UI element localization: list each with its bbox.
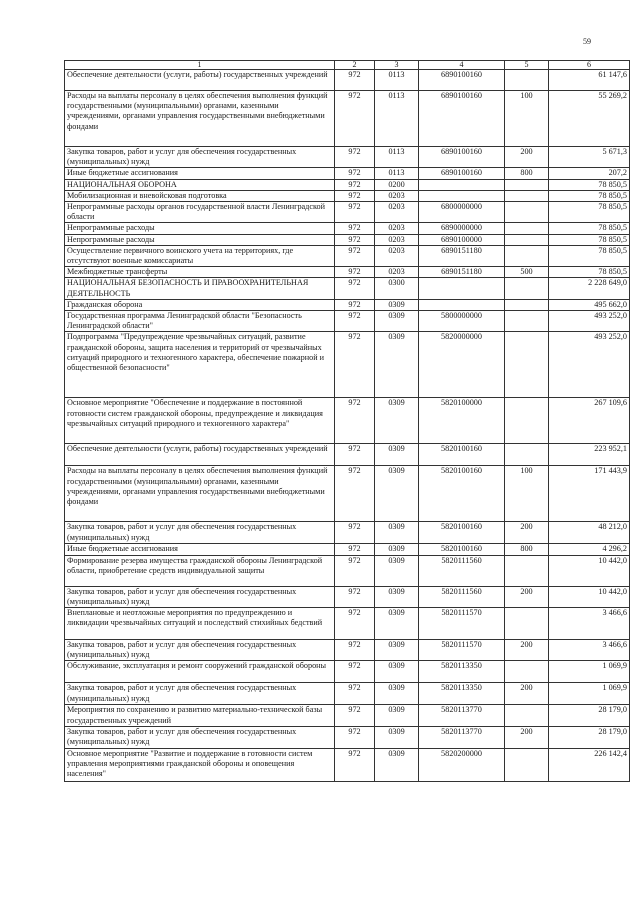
cell-vr: 500 (505, 267, 549, 278)
cell-vr: 800 (505, 544, 549, 555)
table-row (65, 608, 630, 640)
cell-amount: 78 850,5 (549, 179, 630, 190)
cell-vr: 200 (505, 147, 549, 168)
cell-section: 0309 (375, 311, 419, 332)
cell-target (419, 190, 505, 201)
cell-name: Непрограммные расходы органов государственной власти Ленинградской области (65, 202, 335, 223)
cell-grbs: 972 (335, 311, 375, 332)
cell-vr (505, 444, 549, 466)
table-row (65, 168, 630, 179)
cell-vr (505, 278, 549, 299)
cell-section: 0300 (375, 278, 419, 299)
cell-name: Обеспечение деятельности (услуги, работы) государственных учреждений (65, 70, 335, 91)
header-col-2: 2 (335, 61, 375, 70)
cell-name: Обеспечение деятельности (услуги, работы) государственных учреждений (65, 444, 335, 466)
cell-grbs: 972 (335, 245, 375, 266)
cell-grbs: 972 (335, 299, 375, 310)
cell-vr (505, 299, 549, 310)
cell-target: 5820111570 (419, 640, 505, 661)
cell-section: 0309 (375, 555, 419, 586)
cell-target (419, 278, 505, 299)
table-row (65, 147, 630, 168)
cell-grbs: 972 (335, 202, 375, 223)
cell-name: Мобилизационная и вневойсковая подготовка (65, 190, 335, 201)
cell-amount: 223 952,1 (549, 444, 630, 466)
header-col-5: 5 (505, 61, 549, 70)
cell-grbs: 972 (335, 70, 375, 91)
cell-target: 5820111560 (419, 555, 505, 586)
table-row (65, 555, 630, 586)
cell-grbs: 972 (335, 555, 375, 586)
cell-amount: 1 069,9 (549, 661, 630, 683)
cell-grbs: 972 (335, 544, 375, 555)
cell-grbs: 972 (335, 466, 375, 522)
cell-vr (505, 555, 549, 586)
cell-vr: 200 (505, 640, 549, 661)
cell-section: 0113 (375, 91, 419, 147)
cell-amount: 28 179,0 (549, 726, 630, 748)
cell-name: Закупка товаров, работ и услуг для обеспечения государственных (муниципальных) нужд (65, 147, 335, 168)
cell-target: 6890151180 (419, 267, 505, 278)
cell-grbs: 972 (335, 91, 375, 147)
cell-name: Основное мероприятие "Развитие и поддержание в готовности систем управления мероприятиями гражданской обороны и оповещения населения" (65, 748, 335, 781)
cell-amount: 78 850,5 (549, 223, 630, 234)
table-row (65, 278, 630, 299)
cell-grbs: 972 (335, 661, 375, 683)
cell-amount: 3 466,6 (549, 640, 630, 661)
table-row (65, 179, 630, 190)
table-row (65, 311, 630, 332)
cell-name: Непрограммные расходы (65, 234, 335, 245)
cell-grbs: 972 (335, 683, 375, 705)
cell-vr (505, 190, 549, 201)
table-row (65, 299, 630, 310)
cell-vr: 100 (505, 466, 549, 522)
cell-section: 0113 (375, 70, 419, 91)
cell-section: 0203 (375, 267, 419, 278)
cell-vr (505, 223, 549, 234)
cell-name: Иные бюджетные ассигнования (65, 168, 335, 179)
cell-section: 0309 (375, 586, 419, 607)
table-row (65, 332, 630, 398)
table-row (65, 267, 630, 278)
table-row (65, 202, 630, 223)
cell-vr (505, 748, 549, 781)
cell-name: Обслуживание, эксплуатация и ремонт сооружений гражданской обороны (65, 661, 335, 683)
cell-vr (505, 179, 549, 190)
cell-vr: 200 (505, 726, 549, 748)
cell-target: 6890151180 (419, 245, 505, 266)
cell-amount: 495 662,0 (549, 299, 630, 310)
cell-amount: 5 671,3 (549, 147, 630, 168)
cell-amount: 55 269,2 (549, 91, 630, 147)
cell-amount: 267 109,6 (549, 398, 630, 444)
cell-target: 6890100160 (419, 91, 505, 147)
cell-name: Внеплановые и неотложные мероприятия по предупреждению и ликвидации чрезвычайных ситуаций и последствий стихийных бедствий (65, 608, 335, 640)
cell-vr (505, 705, 549, 726)
cell-grbs: 972 (335, 190, 375, 201)
cell-target: 5820200000 (419, 748, 505, 781)
cell-target: 5820113350 (419, 683, 505, 705)
cell-amount: 78 850,5 (549, 245, 630, 266)
cell-name: Закупка товаров, работ и услуг для обеспечения государственных (муниципальных) нужд (65, 522, 335, 544)
cell-grbs: 972 (335, 168, 375, 179)
cell-target: 5820100160 (419, 544, 505, 555)
cell-grbs: 972 (335, 522, 375, 544)
cell-name: Закупка товаров, работ и услуг для обеспечения государственных (муниципальных) нужд (65, 640, 335, 661)
cell-name: Закупка товаров, работ и услуг для обеспечения государственных (муниципальных) нужд (65, 683, 335, 705)
cell-vr (505, 234, 549, 245)
cell-grbs: 972 (335, 640, 375, 661)
cell-section: 0309 (375, 683, 419, 705)
cell-section: 0309 (375, 444, 419, 466)
cell-vr (505, 398, 549, 444)
cell-name: Расходы на выплаты персоналу в целях обеспечения выполнения функций государственными (муниципальными) органами, казенными учреждениями, органами управления государственными внебюджетными фондами (65, 91, 335, 147)
cell-grbs: 972 (335, 748, 375, 781)
cell-grbs: 972 (335, 267, 375, 278)
cell-section: 0203 (375, 223, 419, 234)
cell-section: 0113 (375, 147, 419, 168)
cell-vr: 800 (505, 168, 549, 179)
cell-target: 5820113350 (419, 661, 505, 683)
cell-section: 0200 (375, 179, 419, 190)
cell-name: Подпрограмма "Предупреждение чрезвычайных ситуаций, развитие гражданской обороны, защита населения и территорий от чрезвычайных ситуаций природного и техногенного характера, обеспечение пожарной и общественной безопасности" (65, 332, 335, 398)
cell-name: НАЦИОНАЛЬНАЯ ОБОРОНА (65, 179, 335, 190)
cell-section: 0203 (375, 234, 419, 245)
cell-target: 6800000000 (419, 202, 505, 223)
cell-vr (505, 202, 549, 223)
table-header-row (65, 61, 630, 70)
cell-amount: 493 252,0 (549, 311, 630, 332)
table-row (65, 640, 630, 661)
header-col-3: 3 (375, 61, 419, 70)
cell-amount: 78 850,5 (549, 267, 630, 278)
cell-target: 5820113770 (419, 705, 505, 726)
cell-vr (505, 608, 549, 640)
cell-section: 0309 (375, 748, 419, 781)
table-row (65, 234, 630, 245)
cell-target: 5820113770 (419, 726, 505, 748)
cell-target: 5820111570 (419, 608, 505, 640)
cell-amount: 10 442,0 (549, 586, 630, 607)
cell-vr (505, 311, 549, 332)
cell-grbs: 972 (335, 705, 375, 726)
cell-grbs: 972 (335, 586, 375, 607)
cell-grbs: 972 (335, 223, 375, 234)
cell-amount: 493 252,0 (549, 332, 630, 398)
cell-section: 0203 (375, 245, 419, 266)
header-col-1: 1 (65, 61, 335, 70)
cell-section: 0309 (375, 332, 419, 398)
cell-name: Расходы на выплаты персоналу в целях обеспечения выполнения функций государственными (муниципальными) органами, казенными учреждениями, органами управления государственными внебюджетными фондами (65, 466, 335, 522)
table-row (65, 661, 630, 683)
table-row (65, 748, 630, 781)
table-row (65, 683, 630, 705)
page-number: 59 (583, 37, 591, 46)
cell-amount: 10 442,0 (549, 555, 630, 586)
cell-section: 0309 (375, 705, 419, 726)
cell-name: Гражданская оборона (65, 299, 335, 310)
table-row (65, 705, 630, 726)
cell-vr: 100 (505, 91, 549, 147)
cell-name: Закупка товаров, работ и услуг для обеспечения государственных (муниципальных) нужд (65, 726, 335, 748)
cell-section: 0309 (375, 661, 419, 683)
cell-amount: 61 147,6 (549, 70, 630, 91)
table-row (65, 466, 630, 522)
cell-name: Формирование резерва имущества гражданской обороны Ленинградской области, приобретение средств индивидуальной защиты (65, 555, 335, 586)
cell-target: 5820100000 (419, 398, 505, 444)
table-row (65, 398, 630, 444)
table-row (65, 70, 630, 91)
cell-section: 0309 (375, 299, 419, 310)
budget-table (64, 60, 630, 782)
cell-vr (505, 70, 549, 91)
cell-name: Мероприятия по сохранению и развитию материально-технической базы государственных учреждений (65, 705, 335, 726)
cell-section: 0203 (375, 202, 419, 223)
cell-target (419, 299, 505, 310)
table-row (65, 223, 630, 234)
table-row (65, 522, 630, 544)
cell-grbs: 972 (335, 444, 375, 466)
cell-target: 6890100000 (419, 234, 505, 245)
cell-section: 0309 (375, 608, 419, 640)
cell-vr: 200 (505, 683, 549, 705)
cell-amount: 3 466,6 (549, 608, 630, 640)
cell-grbs: 972 (335, 179, 375, 190)
cell-section: 0309 (375, 640, 419, 661)
table-row (65, 245, 630, 266)
cell-vr (505, 332, 549, 398)
cell-grbs: 972 (335, 147, 375, 168)
cell-section: 0309 (375, 466, 419, 522)
cell-vr: 200 (505, 586, 549, 607)
table-row (65, 726, 630, 748)
cell-target: 6890100160 (419, 147, 505, 168)
cell-name: Осуществление первичного воинского учета на территориях, где отсутствуют военные комиссариаты (65, 245, 335, 266)
cell-target: 6890000000 (419, 223, 505, 234)
cell-name: Непрограммные расходы (65, 223, 335, 234)
cell-amount: 2 228 649,0 (549, 278, 630, 299)
cell-target (419, 179, 505, 190)
cell-target: 5820000000 (419, 332, 505, 398)
cell-target: 5820100160 (419, 444, 505, 466)
cell-target: 5820100160 (419, 522, 505, 544)
cell-target: 5800000000 (419, 311, 505, 332)
cell-grbs: 972 (335, 332, 375, 398)
cell-grbs: 972 (335, 234, 375, 245)
cell-amount: 78 850,5 (549, 202, 630, 223)
cell-amount: 1 069,9 (549, 683, 630, 705)
cell-section: 0309 (375, 398, 419, 444)
cell-name: Государственная программа Ленинградской области "Безопасность Ленинградской области" (65, 311, 335, 332)
cell-vr (505, 245, 549, 266)
cell-amount: 4 296,2 (549, 544, 630, 555)
cell-vr (505, 661, 549, 683)
cell-amount: 171 443,9 (549, 466, 630, 522)
cell-section: 0309 (375, 522, 419, 544)
cell-vr: 200 (505, 522, 549, 544)
table-row (65, 586, 630, 607)
cell-name: Основное мероприятие "Обеспечение и поддержание в постоянной готовности систем гражданской обороны, предупреждение и ликвидация чрезвычайных ситуаций природного и техногенного характера" (65, 398, 335, 444)
cell-amount: 28 179,0 (549, 705, 630, 726)
cell-amount: 48 212,0 (549, 522, 630, 544)
cell-target: 5820100160 (419, 466, 505, 522)
cell-grbs: 972 (335, 608, 375, 640)
cell-amount: 226 142,4 (549, 748, 630, 781)
table-row (65, 444, 630, 466)
cell-target: 5820111560 (419, 586, 505, 607)
cell-grbs: 972 (335, 726, 375, 748)
cell-target: 6890100160 (419, 70, 505, 91)
cell-section: 0309 (375, 544, 419, 555)
cell-section: 0113 (375, 168, 419, 179)
cell-amount: 78 850,5 (549, 190, 630, 201)
header-col-4: 4 (419, 61, 505, 70)
cell-grbs: 972 (335, 278, 375, 299)
cell-name: Межбюджетные трансферты (65, 267, 335, 278)
cell-name: НАЦИОНАЛЬНАЯ БЕЗОПАСНОСТЬ И ПРАВООХРАНИТЕЛЬНАЯ ДЕЯТЕЛЬНОСТЬ (65, 278, 335, 299)
cell-grbs: 972 (335, 398, 375, 444)
cell-amount: 207,2 (549, 168, 630, 179)
table-row (65, 190, 630, 201)
cell-section: 0203 (375, 190, 419, 201)
cell-amount: 78 850,5 (549, 234, 630, 245)
cell-section: 0309 (375, 726, 419, 748)
table-row (65, 91, 630, 147)
cell-name: Закупка товаров, работ и услуг для обеспечения государственных (муниципальных) нужд (65, 586, 335, 607)
cell-name: Иные бюджетные ассигнования (65, 544, 335, 555)
header-col-6: 6 (549, 61, 630, 70)
table-row (65, 544, 630, 555)
cell-target: 6890100160 (419, 168, 505, 179)
